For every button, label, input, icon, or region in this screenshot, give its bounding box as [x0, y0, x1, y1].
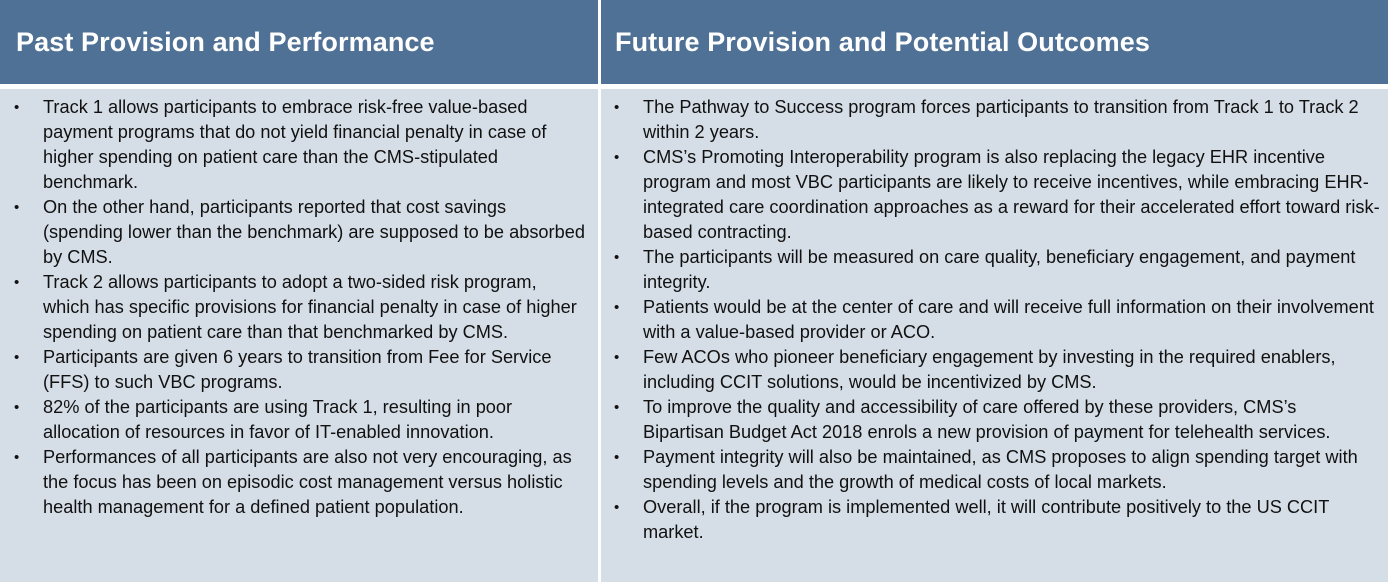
list-item	[614, 295, 1380, 345]
list-item-text: Track 2 allows participants to adopt a two-sided risk program, which has specific provisions for financial penalty in case of higher spending on patient care than that benchmarked by CMS.	[43, 272, 577, 342]
list-item	[614, 495, 1380, 545]
list-item	[14, 195, 588, 270]
list-item-text: The Pathway to Success program forces participants to transition from Track 1 to Track 2 within 2 years.	[643, 97, 1359, 142]
list-item-text: Overall, if the program is implemented well, it will contribute positively to the US CCIT market.	[643, 497, 1329, 542]
list-item	[614, 95, 1380, 145]
list-item-text: To improve the quality and accessibility of care offered by these providers, CMS’s Bipartisan Budget Act 2018 enrols a new provision of payment for telehealth services.	[643, 397, 1331, 442]
list-item-text: Patients would be at the center of care and will receive full information on their involvement with a value-based provider or ACO.	[643, 297, 1374, 342]
list-item-text: Participants are given 6 years to transition from Fee for Service (FFS) to such VBC programs.	[43, 347, 552, 392]
bullet-icon: •	[14, 449, 20, 466]
list-item	[14, 445, 588, 520]
bullet-icon: •	[14, 399, 20, 416]
bullet-icon: •	[614, 299, 620, 316]
list-item	[614, 345, 1380, 395]
list-item	[14, 345, 588, 395]
list-item	[614, 145, 1380, 245]
left-column-header: Past Provision and Performance	[0, 0, 598, 84]
past-provision-list	[14, 95, 588, 520]
list-item	[614, 245, 1380, 295]
bullet-icon: •	[614, 99, 620, 116]
list-item	[614, 395, 1380, 445]
bullet-icon: •	[14, 99, 20, 116]
right-column-header: Future Provision and Potential Outcomes	[601, 0, 1388, 84]
list-item-text: CMS’s Promoting Interoperability program is also replacing the legacy EHR incentive program and most VBC participants are likely to receive incentives, while embracing EHR-integrated care coordination approaches as a reward for their accelerated effort toward risk-based contracting.	[643, 147, 1380, 242]
bullet-icon: •	[614, 349, 620, 366]
list-item	[14, 270, 588, 345]
bullet-icon: •	[614, 149, 620, 166]
future-provision-list	[614, 95, 1380, 545]
list-item-text: Track 1 allows participants to embrace risk-free value-based payment programs that do not yield financial penalty in case of higher spending on patient care than the CMS-stipulated benchmark.	[43, 97, 547, 192]
list-item-text: Payment integrity will also be maintained, as CMS proposes to align spending target with spending levels and the growth of medical costs of local markets.	[643, 447, 1358, 492]
bullet-icon: •	[14, 274, 20, 291]
list-item-text: The participants will be measured on care quality, beneficiary engagement, and payment integrity.	[643, 247, 1356, 292]
bullet-icon: •	[14, 349, 20, 366]
bullet-icon: •	[614, 399, 620, 416]
list-item-text: Few ACOs who pioneer beneficiary engagement by investing in the required enablers, including CCIT solutions, would be incentivized by CMS.	[643, 347, 1336, 392]
left-column-body	[0, 89, 598, 582]
list-item-text: Performances of all participants are also not very encouraging, as the focus has been on episodic cost management versus holistic health management for a defined patient population.	[43, 447, 572, 517]
list-item	[14, 95, 588, 195]
right-column-body	[601, 89, 1388, 582]
list-item	[614, 445, 1380, 495]
list-item	[14, 395, 588, 445]
list-item-text: 82% of the participants are using Track 1, resulting in poor allocation of resources in favor of IT-enabled innovation.	[43, 397, 513, 442]
bullet-icon: •	[14, 199, 20, 216]
bullet-icon: •	[614, 249, 620, 266]
bullet-icon: •	[614, 499, 620, 516]
bullet-icon: •	[614, 449, 620, 466]
list-item-text: On the other hand, participants reported that cost savings (spending lower than the benchmark) are supposed to be absorbed by CMS.	[43, 197, 585, 267]
